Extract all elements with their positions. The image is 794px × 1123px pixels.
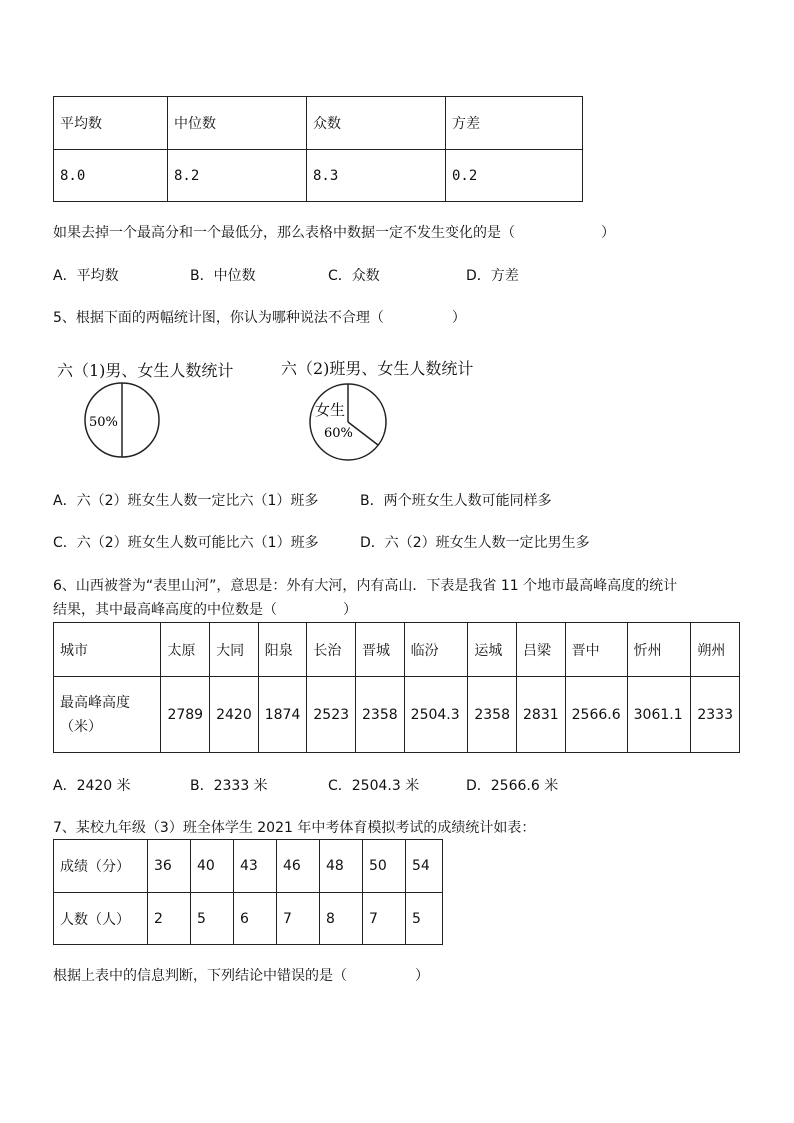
chart1-title: 六（1)男、女生人数统计 [57, 361, 234, 380]
city-cell: 临汾 [404, 623, 468, 677]
count-cell: 5 [406, 893, 443, 945]
height-cell: 2789 [161, 677, 210, 753]
count-cell: 7 [277, 893, 320, 945]
pie2-label-name: 女生 [315, 401, 346, 419]
q6-question-line1: 6、山西被誉为“表里山河”，意思是：外有大河，内有高山．下表是我省 11 个地市最高峰高度的统计 [53, 578, 678, 594]
q4-option-a[interactable]: A．平均数 [53, 268, 119, 284]
height-row [54, 677, 740, 753]
height-cell: 3061.1 [627, 677, 691, 753]
pie2-label-pct: 60% [324, 426, 353, 441]
height-cell: 2420 [210, 677, 259, 753]
row-label-height: 最高峰高度 （米） [54, 677, 161, 753]
height-cell: 2504.3 [404, 677, 468, 753]
header-median: 中位数 [168, 97, 307, 150]
score-cell: 50 [363, 840, 406, 893]
header-mean: 平均数 [54, 97, 168, 150]
height-cell: 2358 [468, 677, 517, 753]
height-cell: 2523 [307, 677, 356, 753]
count-cell: 8 [320, 893, 363, 945]
city-row [54, 623, 740, 677]
count-cell: 2 [148, 893, 191, 945]
q7-follow-question: 根据上表中的信息判断，下列结论中错误的是（ ） [53, 968, 429, 984]
score-cell: 54 [406, 840, 443, 893]
count-cell: 7 [363, 893, 406, 945]
q5-question: 5、根据下面的两幅统计图，你认为哪种说法不合理（ ） [53, 310, 466, 326]
value-variance: 0.2 [446, 150, 583, 202]
stats-table [53, 96, 583, 202]
row-label-score: 成绩（分） [54, 840, 148, 893]
city-cell: 忻州 [627, 623, 691, 677]
city-cell: 运城 [468, 623, 517, 677]
city-cell: 太原 [161, 623, 210, 677]
score-cell: 36 [148, 840, 191, 893]
value-mode: 8.3 [307, 150, 446, 202]
score-cell: 48 [320, 840, 363, 893]
q7-question: 7、某校九年级（3）班全体学生 2021 年中考体育模拟考试的成绩统计如表： [53, 820, 536, 836]
value-median: 8.2 [168, 150, 307, 202]
q4-option-d[interactable]: D．方差 [466, 268, 519, 284]
city-cell: 阳泉 [258, 623, 307, 677]
q5-option-c[interactable]: C．六（2）班女生人数可能比六（1）班多 [53, 535, 319, 551]
value-mean: 8.0 [54, 150, 168, 202]
row-label-city: 城市 [54, 623, 161, 677]
city-cell: 长治 [307, 623, 356, 677]
q6-option-d[interactable]: D．2566.6 米 [466, 778, 559, 794]
header-variance: 方差 [446, 97, 583, 150]
header-mode: 众数 [307, 97, 446, 150]
height-cell: 2566.6 [565, 677, 627, 753]
q6-option-c[interactable]: C．2504.3 米 [328, 778, 420, 794]
count-cell: 6 [234, 893, 277, 945]
q5-option-d[interactable]: D．六（2）班女生人数一定比男生多 [360, 535, 590, 551]
height-cell: 2333 [691, 677, 740, 753]
score-cell: 43 [234, 840, 277, 893]
q6-option-b[interactable]: B．2333 米 [190, 778, 268, 794]
q6-question-line2: 结果，其中最高峰高度的中位数是（ ） [53, 602, 357, 618]
height-cell: 2358 [356, 677, 405, 753]
q6-option-a[interactable]: A．2420 米 [53, 778, 131, 794]
score-cell: 46 [277, 840, 320, 893]
city-cell: 朔州 [691, 623, 740, 677]
q4-question: 如果去掉一个最高分和一个最低分，那么表格中数据一定不发生变化的是（ ） [53, 225, 615, 241]
count-row [54, 893, 443, 945]
q5-option-a[interactable]: A．六（2）班女生人数一定比六（1）班多 [53, 493, 319, 509]
q5-option-b[interactable]: B．两个班女生人数可能同样多 [360, 493, 552, 509]
pie-chart-1 [80, 380, 170, 460]
city-cell: 吕梁 [517, 623, 566, 677]
height-cell: 1874 [258, 677, 307, 753]
pie1-label: 50% [89, 415, 118, 430]
score-table [53, 839, 443, 945]
peak-height-table [53, 622, 740, 753]
score-row [54, 840, 443, 893]
score-cell: 40 [191, 840, 234, 893]
row-label-count: 人数（人） [54, 893, 148, 945]
city-cell: 晋城 [356, 623, 405, 677]
q4-option-b[interactable]: B．中位数 [190, 268, 256, 284]
city-cell: 晋中 [565, 623, 627, 677]
q4-option-c[interactable]: C．众数 [328, 268, 380, 284]
chart2-title: 六（2)班男、女生人数统计 [281, 359, 474, 378]
pie-chart-2 [306, 382, 396, 464]
city-cell: 大同 [210, 623, 259, 677]
count-cell: 5 [191, 893, 234, 945]
height-cell: 2831 [517, 677, 566, 753]
